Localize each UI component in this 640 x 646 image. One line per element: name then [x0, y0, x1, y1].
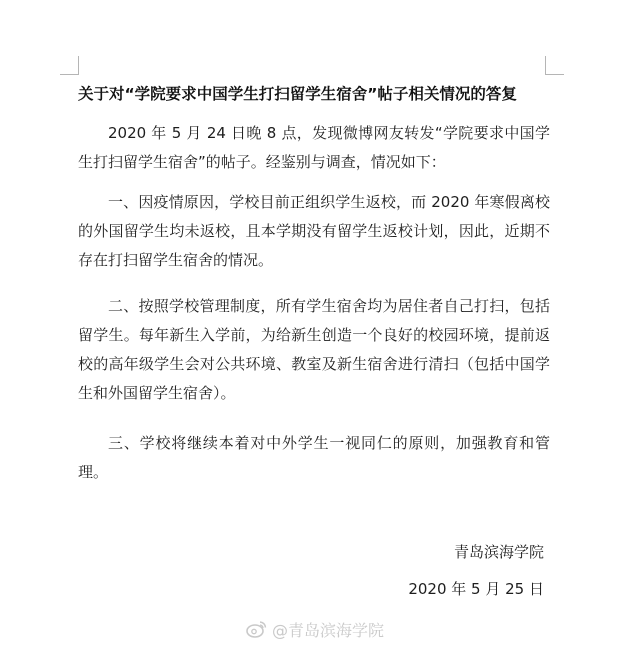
- document-title: 关于对“学院要求中国学生打扫留学生宿舍”帖子相关情况的答复: [78, 85, 517, 103]
- paragraph-point-3: 三、学校将继续本着对中外学生一视同仁的原则，加强教育和管理。: [78, 434, 550, 481]
- paragraph-intro: 2020 年 5 月 24 日晚 8 点，发现微博网友转发“学院要求中国学生打扫留学生宿舍”的帖子。经鉴别与调查，情况如下：: [78, 124, 550, 171]
- page-corner-mark-right: [545, 56, 564, 75]
- weibo-watermark: [246, 617, 384, 641]
- weibo-logo-icon: [246, 619, 268, 639]
- signature-organization: 青岛滨海学院: [453, 543, 544, 561]
- watermark-text: @青岛滨海学院: [272, 620, 385, 640]
- paragraph-point-1: 一、因疫情原因，学校目前正组织学生返校，而 2020 年寒假离校的外国留学生均未返校，且本学期没有留学生返校计划，因此，近期不存在打扫留学生宿舍的情况。: [78, 193, 550, 269]
- paragraph-point-2: 二、按照学校管理制度，所有学生宿舍均为居住者自己打扫，包括留学生。每年新生入学前，为给新生创造一个良好的校园环境，提前返校的高年级学生会对公共环境、教室及新生宿舍进行清扫（包括中国学生和外国留学生宿舍）。: [78, 297, 550, 402]
- page-corner-mark-left: [60, 56, 79, 75]
- signature-date: 2020 年 5 月 25 日: [408, 580, 544, 598]
